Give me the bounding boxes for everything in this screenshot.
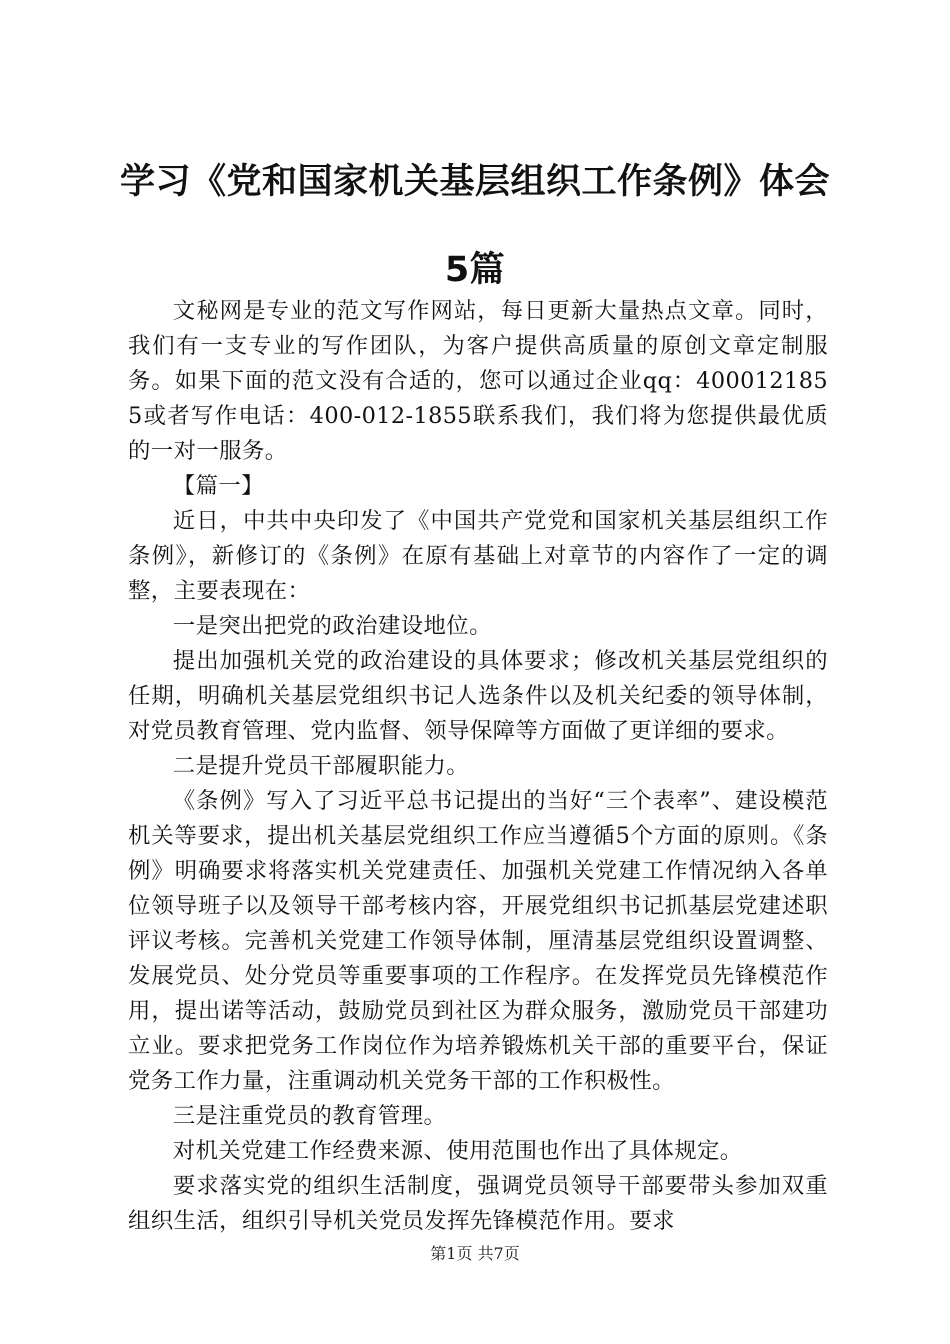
body-paragraph: 要求落实党的组织生活制度，强调党员领导干部要带头参加双重组织生活，组织引导机关党员发挥先锋模范作用。要求 [128, 1173, 828, 1234]
document-body [128, 294, 828, 1239]
body-paragraph: 《条例》写入了习近平总书记提出的当好“三个表率”、建设模范机关等要求，提出机关基层党组织工作应当遵循5个方面的原则。《条例》明确要求将落实机关党建责任、加强机关党建工作情况纳入各单位领导班子以及领导干部考核内容，开展党组织书记抓基层党建述职评议考核。完善机关党建工作领导体制，厘清基层党组织设置调整、发展党员、处分党员等重要事项的工作程序。在发挥党员先锋模范作用，提出诺等活动，鼓励党员到社区为群众服务，激励党员干部建功立业。要求把党务工作岗位作为培养锻炼机关干部的重要平台，保证党务工作力量，注重调动机关党务干部的工作积极性。 [128, 788, 828, 1094]
point-heading-3: 三是注重党员的教育管理。 [172, 1103, 447, 1129]
body-paragraph: 提出加强机关党的政治建设的具体要求；修改机关基层党组织的任期，明确机关基层党组织书记人选条件以及机关纪委的领导体制，对党员教育管理、党内监督、领导保障等方面做了更详细的要求。 [128, 648, 828, 744]
body-paragraph: 对机关党建工作经费来源、使用范围也作出了具体规定。 [172, 1138, 743, 1164]
point-heading-2: 二是提升党员干部履职能力。 [172, 753, 470, 779]
document-title-line1: 学习《党和国家机关基层组织工作条例》体会 [119, 162, 830, 202]
body-paragraph: 近日，中共中央印发了《中国共产党党和国家机关基层组织工作条例》，新修订的《条例》在原有基础上对章节的内容作了一定的调整，主要表现在： [128, 508, 828, 604]
point-heading-1: 一是突出把党的政治建设地位。 [172, 613, 492, 639]
section-heading-1: 【篇一】 [172, 473, 264, 499]
page-footer: 第1页 共7页 [430, 1244, 520, 1263]
document-title-line2: 5篇 [444, 250, 506, 290]
intro-paragraph: 文秘网是专业的范文写作网站，每日更新大量热点文章。同时，我们有一支专业的写作团队，为客户提供高质量的原创文章定制服务。如果下面的范文没有合适的，您可以通过企业qq：4000121855或者写作电话：400-012-1855联系我们，我们将为您提供最优质的一对一服务。 [128, 298, 828, 464]
